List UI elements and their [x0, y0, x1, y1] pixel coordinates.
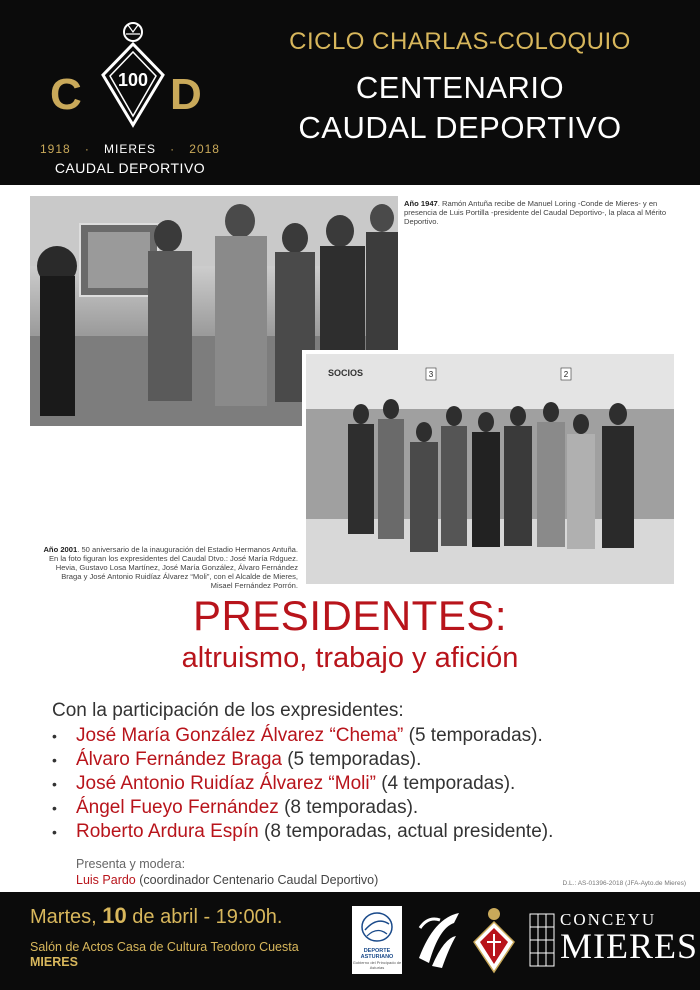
participant-name: José Antonio Ruidíaz Álvarez “Moli”: [76, 773, 376, 795]
caption-1947-text: . Ramón Antuña recibe de Manuel Loring -Conde de Mieres- y en presencia de Luis Portilla -presidente del Caudal Deportivo-, la placa al Mérito Deportivo.: [404, 199, 667, 226]
bullet-icon: •: [52, 728, 57, 744]
calligraphy-logo-icon: [414, 908, 464, 972]
deporte-asturiano-sub: Gobierno del Principado de Asturias: [352, 960, 402, 970]
participant-detail: (5 temporadas).: [281, 749, 422, 771]
main-title-line1: CENTENARIO: [355, 70, 565, 105]
participant-detail: (8 temporadas).: [278, 797, 419, 819]
caption-2001-text: . 50 aniversario de la inauguración del Estadio Hermanos Antuña. En la foto figuran los expresidentes del Caudal Dtvo.: José María Rdguez. Hevia, Gustavo Losa Martínez, José María González, Álvaro Fernández Braga y José Antonio Ruidíaz Álvarez “Moli”, con el Alcalde de Mieres, Misael Fernández Porrón.: [48, 545, 298, 590]
headline-title: PRESIDENTES:: [192, 592, 508, 639]
list-item: [52, 820, 553, 844]
headline-subtitle: altruismo, trabajo y afición: [181, 642, 519, 674]
list-item: [52, 796, 553, 820]
participants-intro: Con la participación de los expresidentes:: [52, 700, 404, 721]
logo-city: MIERES: [103, 142, 156, 156]
event-venue: Salón de Actos Casa de Cultura Teodoro Cuesta: [30, 940, 299, 954]
participant-detail: (4 temporadas).: [375, 773, 516, 795]
photo-2001-caption: [38, 545, 298, 590]
bullet-icon: •: [52, 752, 57, 769]
logo-years: [40, 142, 220, 156]
header-titles: [240, 28, 680, 146]
main-title-line2: CAUDAL DEPORTIVO: [298, 110, 622, 145]
header-band: [0, 0, 700, 185]
photo-2001: [302, 350, 674, 584]
caption-1947-year: Año 1947: [404, 199, 438, 208]
series-title: CICLO CHARLAS-COLOQUIO: [289, 28, 631, 55]
photo-2001-illustration: [306, 354, 674, 584]
year-end: 2018: [189, 142, 220, 156]
bullet-icon: •: [52, 800, 57, 817]
deporte-asturiano-label: DEPORTE ASTURIANO: [360, 948, 394, 960]
participant-name: José María González Álvarez “Chema”: [76, 725, 404, 747]
bullet-icon: •: [52, 824, 57, 841]
participant-name: Álvaro Fernández Braga: [76, 749, 282, 771]
event-date: [30, 903, 282, 929]
shield-text: 100: [117, 70, 149, 90]
year-start: 1918: [40, 142, 71, 156]
participant-name: Ángel Fueyo Fernández: [76, 797, 279, 819]
bullet-icon: •: [52, 776, 57, 793]
sign-number-3: 3: [428, 370, 434, 379]
deporte-asturiano-icon: [352, 906, 402, 948]
club-logo: [40, 10, 220, 180]
sign-number-2: 2: [563, 370, 569, 379]
participant-detail: (8 temporadas, actual presidente).: [258, 821, 554, 843]
moderator-label: Presenta y modera:: [76, 857, 186, 871]
participants-list: [52, 724, 553, 844]
event-city: MIERES: [30, 955, 78, 969]
dot-separator: ·: [84, 142, 90, 156]
moderator-role: (coordinador Centenario Caudal Deportivo): [135, 873, 379, 887]
sign-socios: SOCIOS: [328, 368, 364, 378]
list-item: [52, 772, 553, 796]
sponsor-deporte-asturiano: [352, 906, 402, 974]
caption-2001-year: Año 2001: [43, 545, 78, 554]
moderator: [76, 873, 378, 887]
caudal-deportivo-crest-icon: [470, 906, 518, 974]
legal-deposit: D.L.: AS-01396-2018 (JFA-Ayto.de Mieres): [562, 880, 686, 887]
moderator-name: Luis Pardo: [76, 873, 136, 887]
event-day: 10: [102, 903, 127, 928]
list-item: [52, 724, 553, 748]
logo-club-name: CAUDAL DEPORTIVO: [54, 160, 206, 176]
shield-emblem-icon: [98, 20, 168, 130]
mieres-label: MIERES: [560, 926, 699, 966]
participant-name: Roberto Ardura Espín: [76, 821, 259, 843]
participant-detail: (5 temporadas).: [403, 725, 543, 747]
mieres-grid-icon: [528, 910, 556, 970]
event-weekday: Martes,: [30, 906, 103, 928]
logo-letter-c: C: [50, 70, 82, 119]
conceyu-label: CONCEYU: [560, 910, 657, 929]
list-item: [52, 748, 553, 772]
logo-letter-d: D: [170, 70, 202, 119]
sponsor-conceyu-mieres: [528, 910, 699, 970]
event-month-time: de abril - 19:00h.: [126, 906, 283, 928]
photo-1947-caption: [404, 199, 684, 226]
dot-separator: ·: [170, 142, 176, 156]
headline: [0, 592, 700, 675]
